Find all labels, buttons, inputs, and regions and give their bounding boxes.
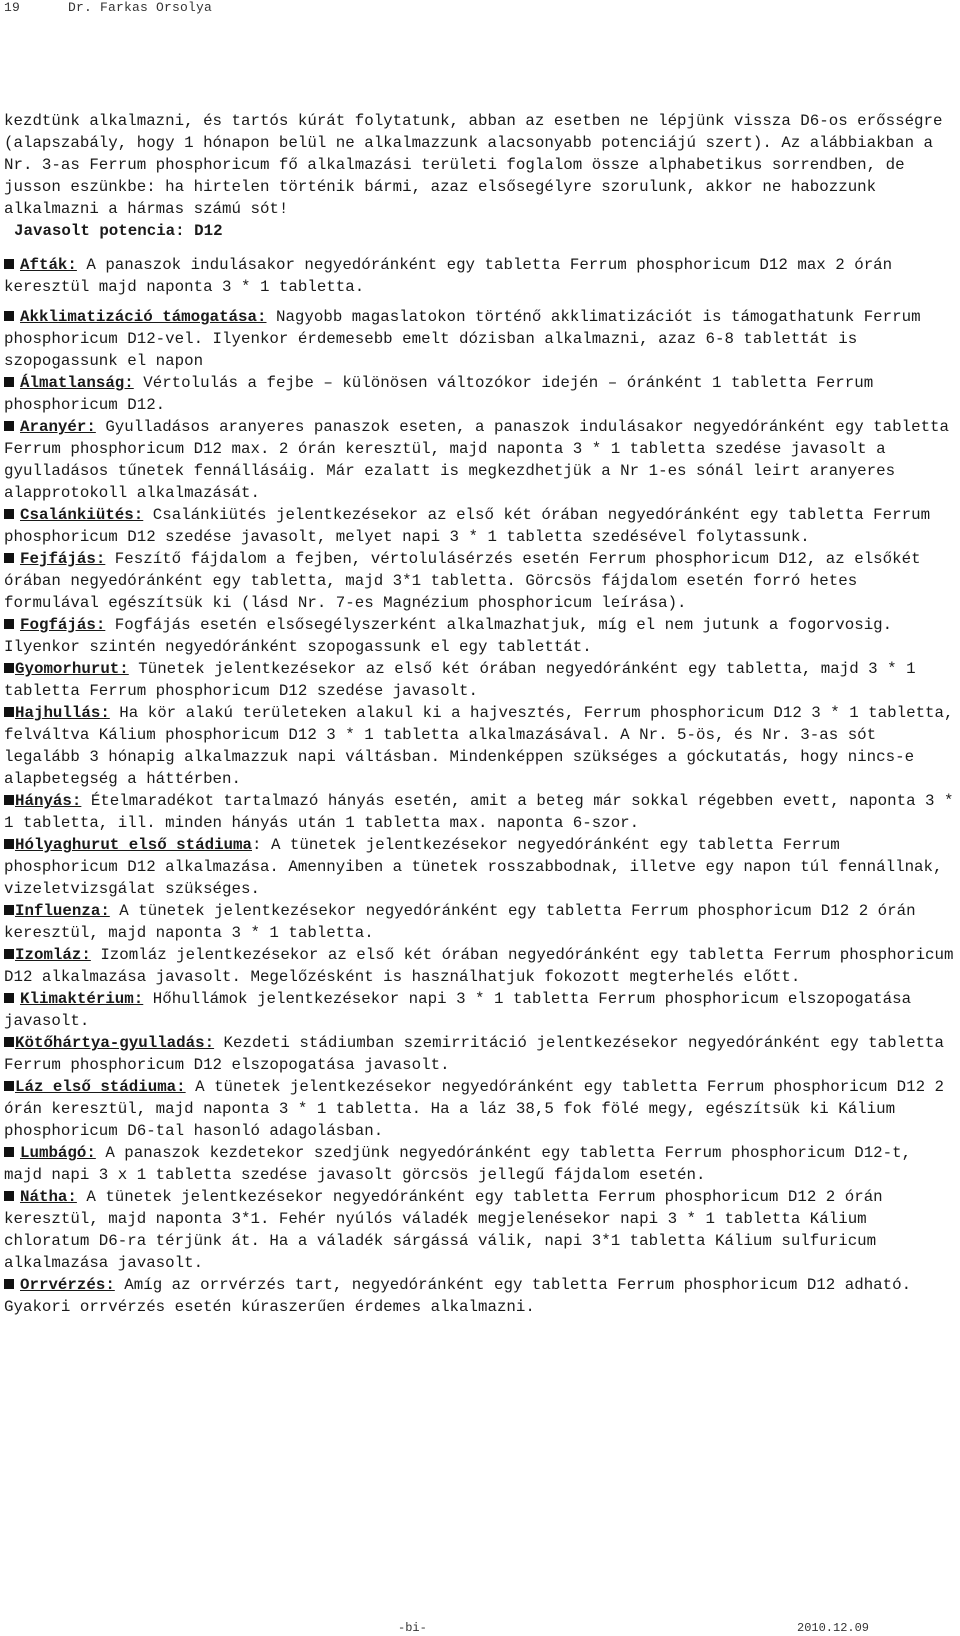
entry-text: Amíg az orrvérzés tart, negyedóránként egy tabletta Ferrum phosphoricum D12 adható. Gyakori orrvérzés esetén kúraszerűen érdemes alkalmazni. [4,1276,912,1316]
square-bullet-icon [4,795,14,805]
square-bullet-icon [4,1037,14,1047]
square-bullet-icon [4,663,14,673]
entry-csalankiutes [4,504,956,548]
entry-izomlaz [4,944,956,988]
square-bullet-icon [4,707,14,717]
square-bullet-icon [4,839,14,849]
entry-term: Kötőhártya-gyulladás: [15,1034,215,1052]
entry-klimakterium [4,988,956,1032]
entry-text: Feszítő fájdalom a fejben, vértolulásérzés esetén Ferrum phosphoricum D12, az elsőkét órában negyedóránként egy tabletta, majd 3*1 tabletta. Görcsös fájdalom esetén forró hetes formulával egészítsük ki (lásd Nr. 7-es Magnézium phosphoricum leírása). [4,550,921,612]
square-bullet-icon [4,905,14,915]
entry-almatlansag [4,372,956,416]
square-bullet-icon [4,377,14,387]
entry-term: Hajhullás: [15,704,110,722]
entry-text: Tünetek jelentkezésekor az első két órában negyedóránként egy tabletta, majd 3 * 1 tabletta Ferrum phosphoricum D12 szedése javasolt. [4,660,916,700]
entry-term: Hólyaghurut első stádiuma [15,836,252,854]
intro-paragraph: kezdtünk alkalmazni, és tartós kúrát folytatunk, abban az esetben ne lépjünk vissza D6-os erősségre (alapszabály, hogy 1 hónapon belül ne alkalmazzunk alacsonyabb potenciájú szert). Az alábbiakban a Nr. 3-as Ferrum phosphoricum fő alkalmazási területi foglalom össze alphabetikus sorrendben, de jusson eszünkbe: ha hirtelen történik bármi, azaz elsősegélyre szorulunk, akkor ne habozzunk alkalmazni a hármas számú sót! [4,112,943,218]
entry-text: A tünetek jelentkezésekor negyedóránként egy tabletta Ferrum phosphoricum D12 2 órán keresztül, majd naponta 3 * 1 tabletta. [4,902,916,942]
entry-text: Csalánkiütés jelentkezésekor az első két órában negyedóránként egy tabletta Ferrum phosphoricum D12 szedése javasolt, melyet napi 3 * 1 tabletta szedésével folytassunk. [4,506,931,546]
entry-term: Hányás: [15,792,82,810]
entry-term: Láz első stádiuma: [15,1078,186,1096]
entry-text: Hőhullámok jelentkezésekor napi 3 * 1 tabletta Ferrum phosphoricum elszopogatása javasolt. [4,990,912,1030]
entry-text: A panaszok indulásakor negyedóránként egy tabletta Ferrum phosphoricum D12 max 2 órán keresztül majd naponta 3 * 1 tabletta. [4,256,893,296]
square-bullet-icon [4,1147,14,1157]
entry-holyaghurut [4,834,956,900]
square-bullet-icon [4,311,14,321]
entry-text: A tünetek jelentkezésekor negyedóránként egy tabletta Ferrum phosphoricum D12 2 órán keresztül, majd naponta 3*1. Fehér nyúlós váladék megjelenésekor napi 3 * 1 tabletta Kálium chloratum D6-ra térjünk át. Ha a váladék sárgássá válik, napi 3*1 tabletta Kálium sulfuricum alkalmazása javasolt. [4,1188,883,1272]
entry-text: A panaszok kezdetekor szedjünk negyedóránként egy tabletta Ferrum phosphoricum D12-t, majd napi 3 x 1 tabletta szedése javasolt görcsös jellegű fájdalom esetén. [4,1144,912,1184]
square-bullet-icon [4,509,14,519]
entry-fogfajas [4,614,956,658]
author-name: Dr. Farkas Orsolya [68,0,213,15]
entry-term: Influenza: [15,902,110,920]
entry-term: Klimaktérium: [20,990,144,1008]
entry-lumbago [4,1142,956,1186]
square-bullet-icon [4,259,14,269]
square-bullet-icon [4,1279,14,1289]
entry-text: Vértolulás a fejbe – különösen változókor idején – óránként 1 tabletta Ferrum phosphoricum D12. [4,374,874,414]
square-bullet-icon [4,1081,14,1091]
entry-kotohartya-gyulladas [4,1032,956,1076]
entry-term: Csalánkiütés: [20,506,144,524]
entry-term: Akklimatizáció támogatása: [20,308,267,326]
entry-term: Aranyér: [20,418,96,436]
entry-text: Nagyobb magaslatokon történő akklimatizációt is támogathatunk Ferrum phosphoricum D12-vel. Ilyenkor érdemesebb emelt dózisban alkalmazni, azaz 6-8 tablettát is szopogassunk el napon [4,308,921,370]
recommended-potency: Javasolt potencia: D12 [14,222,223,240]
square-bullet-icon [4,421,14,431]
entry-influenza [4,900,956,944]
footer-date: 2010.12.09 [797,1621,870,1635]
entry-aranyer [4,416,956,504]
entry-fejfajas [4,548,956,614]
square-bullet-icon [4,1191,14,1201]
entry-text: A tünetek jelentkezésekor negyedóránként egy tabletta Ferrum phosphoricum D12 2 órán keresztül, majd naponta 3 * 1 tabletta. Ha a láz 38,5 fok fölé megy, egészítsük ki Kálium phosphoricum D6-tal hasonló adagolásban. [4,1078,945,1140]
square-bullet-icon [4,619,14,629]
entry-hanyas [4,790,956,834]
page-header [4,0,212,15]
entry-term: Orrvérzés: [20,1276,115,1294]
entry-term: Afták: [20,256,77,274]
square-bullet-icon [4,949,14,959]
entry-text: Kezdeti stádiumban szemirritáció jelentkezésekor negyedóránként egy tabletta Ferrum phosphoricum D12 elszopogatása javasolt. [4,1034,945,1074]
page-number: 19 [4,0,21,15]
entry-term: Gyomorhurut: [15,660,129,678]
entry-text: Ételmaradékot tartalmazó hányás esetén, amit a beteg már sokkal régebben evett, naponta 3 * 1 tabletta, ill. minden hányás után 1 tabletta max. naponta 6-szor. [4,792,954,832]
entry-aftak [4,254,956,298]
entry-term: Izomláz: [15,946,91,964]
entry-term: Nátha: [20,1188,77,1206]
footer-center-mark: -bi- [398,1621,427,1635]
entry-orrverzes [4,1274,956,1318]
entry-natha [4,1186,956,1274]
square-bullet-icon [4,553,14,563]
entry-term: Fejfájás: [20,550,106,568]
entry-akklimatizacio [4,306,956,372]
entry-term: Fogfájás: [20,616,106,634]
entry-hajhullas [4,702,956,790]
entry-laz [4,1076,956,1142]
entry-text: Gyulladásos aranyeres panaszok eseten, a panaszok indulásakor negyedóránként egy tabletta Ferrum phosphoricum D12 max. 2 órán keresztül, majd naponta 3 * 1 tabletta szedése javasolt a gyulladásos tűnetek fennállásáig. Már ezalatt is megkezdhetjük a Nr 1-es sónál leirt aranyeres alapprotokoll alkalmazását. [4,418,950,502]
entry-term: Lumbágó: [20,1144,96,1162]
square-bullet-icon [4,993,14,1003]
entry-gyomorhurut [4,658,956,702]
entry-term: Álmatlanság: [20,374,134,392]
document-body [4,110,956,1318]
entry-text: Izomláz jelentkezésekor az első két órában negyedóránként egy tabletta Ferrum phosphoricum D12 alkalmazása javasolt. Megelőzésként is használhatjuk fokozott megterhelés előtt. [4,946,954,986]
entry-text: : A tünetek jelentkezésekor negyedóránként egy tabletta Ferrum phosphoricum D12 alkalmazása. Amennyiben a tünetek rosszabbodnak, illetve egy napon túl fennállnak, vizeletvizsgálat szükséges. [4,836,943,898]
entry-text: Fogfájás esetén elsősegélyszerként alkalmazhatjuk, míg el nem jutunk a fogorvosig. Ilyenkor szintén negyedóránként szopogassunk el egy tablettát. [4,616,893,656]
entry-text: Ha kör alakú területeken alakul ki a hajvesztés, Ferrum phosphoricum D12 3 * 1 tabletta, felváltva Kálium phosphoricum D12 3 * 1 tabletta alkalmazásával. A Nr. 5-ös, és Nr. 3-as sót legalább 3 hónapig alkalmazzuk napi váltásban. Mindenképpen szükséges a góckutatás, hogy nincs-e alapbetegség a háttérben. [4,704,954,788]
